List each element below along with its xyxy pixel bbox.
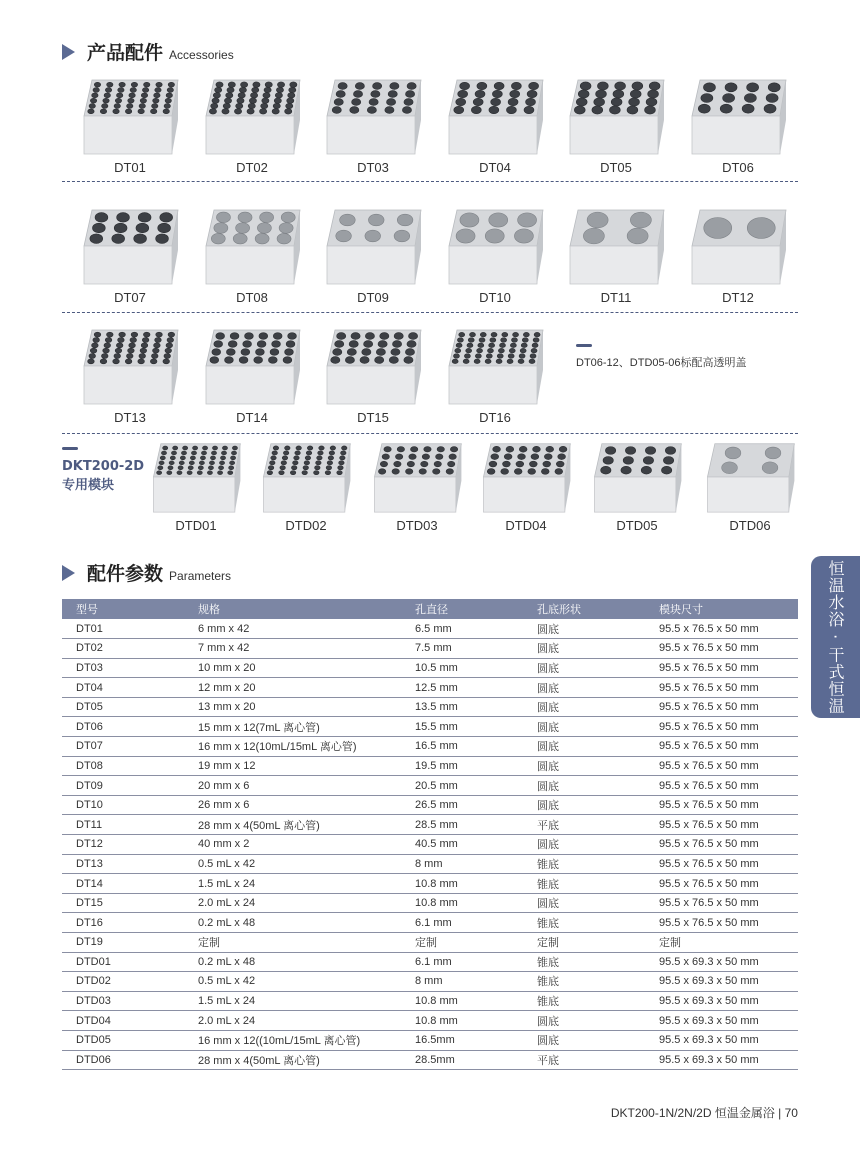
table-body [62,619,798,1070]
table-cell: 7.5 mm [401,639,523,659]
accessory-block [200,326,304,425]
table-cell: 95.5 x 69.3 x 50 mm [645,952,798,972]
block-label: DT06 [722,160,754,175]
page-footer: DKT200-1N/2N/2D 恒温金属浴 | 70 [610,1106,798,1120]
table-cell: 28 mm x 4(50mL 离心管) [184,815,401,835]
table-row [62,795,798,815]
module-title [62,447,144,495]
block-label: DT16 [479,410,511,425]
table-cell: 8 mm [401,854,523,874]
table-cell: 16.5mm [401,1030,523,1050]
table-cell: 定制 [401,933,523,953]
parameters-title-en: Parameters [169,569,232,583]
block-label: DT01 [114,160,146,175]
table-cell: 95.5 x 69.3 x 50 mm [645,972,798,992]
table-header-row [62,599,798,619]
accessory-block [200,206,304,305]
table-cell: DT07 [62,737,184,757]
divider [62,433,798,434]
table-cell: DTD05 [62,1030,184,1050]
table-cell: 1.5 mL x 24 [184,874,401,894]
table-cell: 圆底 [523,756,645,776]
accessory-block [321,206,425,305]
table-cell: 锥底 [523,913,645,933]
block-label: DT04 [479,160,511,175]
block-illustration [321,206,425,286]
table-cell: 2.0 mL x 24 [184,893,401,913]
table-cell: 圆底 [523,697,645,717]
block-illustration [686,76,790,156]
table-cell: DT06 [62,717,184,737]
accessories-heading [62,38,234,65]
table-cell: 6.1 mm [401,913,523,933]
table-cell: 10.5 mm [401,658,523,678]
block-label: DTD06 [729,518,771,533]
table-cell: DTD03 [62,991,184,1011]
cover-note [576,344,747,370]
table-cell: 26.5 mm [401,795,523,815]
table-cell: 平底 [523,815,645,835]
accessory-block [686,76,790,175]
header-hole-bottom: 孔底形状 [523,599,645,619]
table-row [62,737,798,757]
table-cell: DTD01 [62,952,184,972]
table-cell: DT03 [62,658,184,678]
table-row [62,639,798,659]
parameters-heading [62,559,231,586]
table-row [62,815,798,835]
accessory-block [321,326,425,425]
block-illustration [78,326,182,406]
table-row [62,776,798,796]
accessory-block [443,326,547,425]
table-cell: 圆底 [523,658,645,678]
table-cell: 锥底 [523,972,645,992]
block-label: DT02 [236,160,268,175]
accessory-block [443,206,547,305]
table-cell: 定制 [645,933,798,953]
table-cell: 锥底 [523,991,645,1011]
block-label: DT11 [600,290,632,305]
block-label: DT08 [236,290,268,305]
table-row [62,933,798,953]
table-cell: 26 mm x 6 [184,795,401,815]
accessory-block [474,440,578,533]
block-label: DT07 [114,290,146,305]
accessory-block [78,76,182,175]
table-cell: 6.5 mm [401,619,523,639]
block-label: DT09 [357,290,389,305]
table-cell: 95.5 x 76.5 x 50 mm [645,658,798,678]
triangle-bullet-icon [62,44,75,60]
accessory-block [254,440,358,533]
table-cell: 定制 [184,933,401,953]
module-title-line2: 专用模块 [62,478,115,493]
table-cell: 20.5 mm [401,776,523,796]
accessory-block [698,440,802,533]
table-cell: 0.2 mL x 48 [184,952,401,972]
table-cell: 95.5 x 69.3 x 50 mm [645,1011,798,1031]
table-cell: 95.5 x 76.5 x 50 mm [645,815,798,835]
table-cell: DT08 [62,756,184,776]
table-cell: 95.5 x 69.3 x 50 mm [645,1050,798,1070]
table-cell: 圆底 [523,776,645,796]
table-cell: 圆底 [523,619,645,639]
table-cell: DT10 [62,795,184,815]
table-cell: 锥底 [523,952,645,972]
table-cell: DT02 [62,639,184,659]
table-cell: 95.5 x 76.5 x 50 mm [645,619,798,639]
block-illustration [443,76,547,156]
table-cell: 95.5 x 76.5 x 50 mm [645,854,798,874]
table-cell: 19 mm x 12 [184,756,401,776]
block-label: DT15 [357,410,389,425]
accessory-block [585,440,689,533]
accessory-block [443,76,547,175]
table-row [62,697,798,717]
table-cell: DT15 [62,893,184,913]
table-cell: 定制 [523,933,645,953]
table-cell: 40.5 mm [401,835,523,855]
block-label: DTD01 [175,518,217,533]
block-illustration [365,440,469,514]
table-cell: 圆底 [523,795,645,815]
table-cell: 95.5 x 76.5 x 50 mm [645,737,798,757]
block-label: DT05 [600,160,632,175]
table-cell: 95.5 x 76.5 x 50 mm [645,795,798,815]
table-row [62,1011,798,1031]
block-illustration [321,326,425,406]
table-cell: 28 mm x 4(50mL 离心管) [184,1050,401,1070]
table-row [62,619,798,639]
table-cell: DT13 [62,854,184,874]
table-cell: 0.2 mL x 48 [184,913,401,933]
accessories-title-en: Accessories [169,48,234,62]
table-cell: 16 mm x 12((10mL/15mL 离心管) [184,1030,401,1050]
divider [62,312,798,313]
table-cell: 95.5 x 76.5 x 50 mm [645,717,798,737]
parameters-title-zh: 配件参数 [87,563,164,585]
table-cell: 7 mm x 42 [184,639,401,659]
table-cell: 1.5 mL x 24 [184,991,401,1011]
table-row [62,991,798,1011]
table-cell: 16.5 mm [401,737,523,757]
table-cell: DTD06 [62,1050,184,1070]
table-cell: 10.8 mm [401,1011,523,1031]
block-illustration [78,206,182,286]
cover-note-text: DT06-12、DTD05-06标配高透明盖 [576,357,747,369]
accessory-block [144,440,248,533]
table-cell: 10.8 mm [401,874,523,894]
accessory-block [200,76,304,175]
block-illustration [254,440,358,514]
table-cell: 95.5 x 76.5 x 50 mm [645,776,798,796]
block-label: DT12 [722,290,754,305]
table-cell: 10.8 mm [401,893,523,913]
table-row [62,913,798,933]
table-cell: DT14 [62,874,184,894]
divider [62,181,798,182]
table-cell: 28.5 mm [401,815,523,835]
block-illustration [321,76,425,156]
table-cell: 95.5 x 76.5 x 50 mm [645,697,798,717]
table-cell: 圆底 [523,893,645,913]
header-block-size: 模块尺寸 [645,599,798,619]
block-illustration [698,440,802,514]
table-cell: DT09 [62,776,184,796]
block-illustration [144,440,248,514]
table-cell: DTD04 [62,1011,184,1031]
table-row [62,972,798,992]
table-cell: 95.5 x 69.3 x 50 mm [645,991,798,1011]
accessory-block [686,206,790,305]
table-cell: DT19 [62,933,184,953]
block-illustration [78,76,182,156]
parameters-table [62,599,798,1070]
accessory-block [321,76,425,175]
block-illustration [564,206,668,286]
table-cell: DT12 [62,835,184,855]
table-cell: 95.5 x 69.3 x 50 mm [645,1030,798,1050]
block-label: DT10 [479,290,511,305]
accessory-block [78,206,182,305]
block-illustration [443,326,547,406]
table-cell: 平底 [523,1050,645,1070]
table-row [62,1030,798,1050]
block-label: DTD03 [396,518,438,533]
block-illustration [686,206,790,286]
block-label: DTD02 [285,518,327,533]
table-cell: 12.5 mm [401,678,523,698]
triangle-bullet-icon [62,565,75,581]
table-cell: DT05 [62,697,184,717]
table-cell: 圆底 [523,678,645,698]
block-illustration [564,76,668,156]
table-row [62,658,798,678]
table-cell: 40 mm x 2 [184,835,401,855]
table-cell: 95.5 x 76.5 x 50 mm [645,756,798,776]
table-cell: DT04 [62,678,184,698]
table-cell: 20 mm x 6 [184,776,401,796]
table-cell: 19.5 mm [401,756,523,776]
accessories-title-zh: 产品配件 [87,42,164,64]
table-row [62,893,798,913]
table-cell: 95.5 x 76.5 x 50 mm [645,678,798,698]
accessory-block [365,440,469,533]
table-cell: 锥底 [523,854,645,874]
table-cell: 95.5 x 76.5 x 50 mm [645,639,798,659]
block-label: DT03 [357,160,389,175]
accessory-block [564,206,668,305]
table-cell: DT16 [62,913,184,933]
table-row [62,678,798,698]
table-cell: DT01 [62,619,184,639]
accessory-block [78,326,182,425]
table-cell: 16 mm x 12(10mL/15mL 离心管) [184,737,401,757]
side-tab: 恒温水浴 · 干式恒温 [811,556,860,718]
table-cell: 0.5 mL x 42 [184,854,401,874]
block-illustration [474,440,578,514]
block-label: DT13 [114,410,146,425]
header-model: 型号 [62,599,184,619]
table-cell: 12 mm x 20 [184,678,401,698]
block-illustration [200,76,304,156]
table-cell: 0.5 mL x 42 [184,972,401,992]
table-cell: 圆底 [523,639,645,659]
table-cell: 15 mm x 12(7mL 离心管) [184,717,401,737]
table-cell: DT11 [62,815,184,835]
table-cell: 圆底 [523,1011,645,1031]
block-illustration [200,326,304,406]
table-cell: DTD02 [62,972,184,992]
table-cell: 13.5 mm [401,697,523,717]
table-cell: 10.8 mm [401,991,523,1011]
table-cell: 6.1 mm [401,952,523,972]
table-row [62,952,798,972]
table-cell: 95.5 x 76.5 x 50 mm [645,835,798,855]
table-cell: 锥底 [523,874,645,894]
header-hole-diameter: 孔直径 [401,599,523,619]
accessory-block [564,76,668,175]
block-label: DTD05 [616,518,658,533]
block-illustration [200,206,304,286]
table-cell: 2.0 mL x 24 [184,1011,401,1031]
table-cell: 95.5 x 76.5 x 50 mm [645,874,798,894]
table-cell: 8 mm [401,972,523,992]
table-cell: 95.5 x 76.5 x 50 mm [645,893,798,913]
dash-icon [62,447,78,450]
header-spec: 规格 [184,599,401,619]
block-illustration [443,206,547,286]
table-row [62,1050,798,1070]
module-title-line1: DKT200-2D [62,459,145,474]
table-cell: 圆底 [523,737,645,757]
table-cell: 圆底 [523,717,645,737]
table-cell: 95.5 x 76.5 x 50 mm [645,913,798,933]
block-label: DT14 [236,410,268,425]
table-cell: 圆底 [523,835,645,855]
block-illustration [585,440,689,514]
table-row [62,874,798,894]
table-cell: 15.5 mm [401,717,523,737]
table-cell: 28.5mm [401,1050,523,1070]
table-row [62,717,798,737]
table-row [62,835,798,855]
table-cell: 10 mm x 20 [184,658,401,678]
dash-icon [576,344,592,347]
table-cell: 6 mm x 42 [184,619,401,639]
table-cell: 13 mm x 20 [184,697,401,717]
table-row [62,854,798,874]
block-label: DTD04 [505,518,547,533]
table-cell: 圆底 [523,1030,645,1050]
table-row [62,756,798,776]
